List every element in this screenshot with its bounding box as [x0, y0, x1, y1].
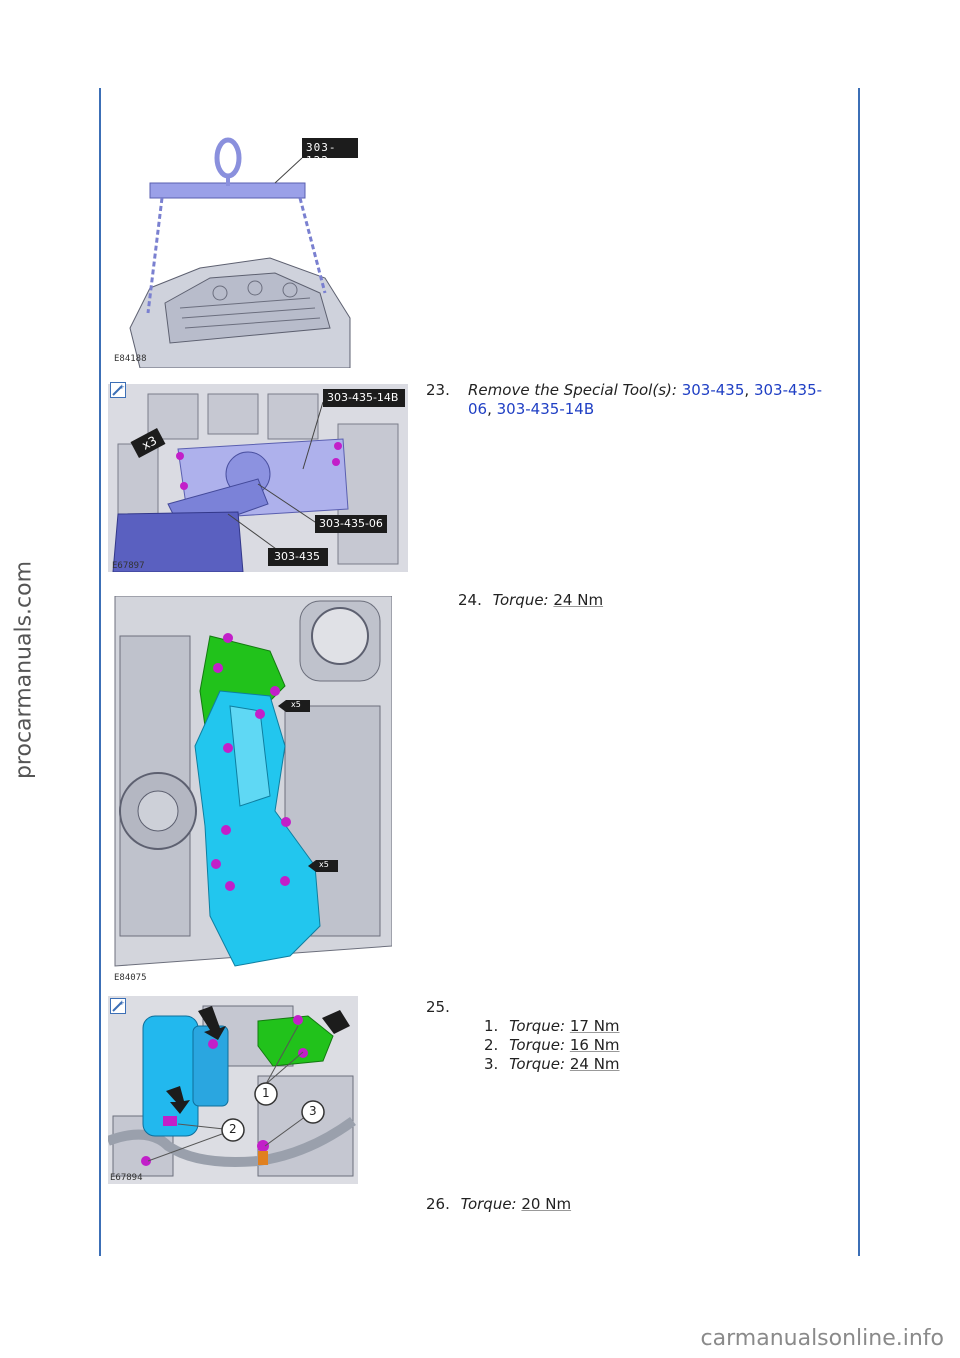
figure-id: E84188 [114, 354, 147, 364]
step-label: Remove the Special Tool(s): [468, 381, 677, 399]
step-number: 26. [426, 1195, 450, 1213]
right-margin-rule [858, 88, 860, 1256]
link-303-435[interactable]: 303-435 [681, 381, 745, 399]
callout-303-435-14b: 303-435-14B [327, 391, 399, 404]
svg-text:+: + [119, 383, 125, 391]
figure-oil-filter-housing [108, 996, 358, 1184]
step-25-sub-1 [484, 1017, 620, 1036]
svg-text:+: + [119, 999, 125, 1007]
torque-value: 20 Nm [521, 1195, 572, 1213]
footer-watermark: carmanualsonline.info [700, 1326, 944, 1351]
side-watermark-text: procarmanuals.com [11, 560, 37, 780]
link-303-435-14b[interactable]: 303-435-14B [496, 400, 595, 418]
link-303-435-06-part1[interactable]: 303-435- [753, 381, 823, 399]
zoom-icon[interactable] [110, 382, 126, 398]
sub-number: 2. [484, 1036, 499, 1054]
callout-303-435: 303-435 [274, 550, 320, 563]
torque-value: 16 Nm [569, 1036, 620, 1054]
callout-303-122: 303-122 [306, 141, 337, 167]
step-number: 23. [426, 381, 450, 399]
sub-label: Torque: [509, 1036, 566, 1054]
step-24 [458, 591, 603, 610]
figure-special-tool [108, 384, 408, 572]
torque-value: 24 Nm [553, 591, 604, 609]
figure-front-cover [110, 596, 392, 986]
step-25 [426, 998, 450, 1017]
step-23-text: Remove the Special Tool(s): 303-435, 303-435- 06, 303-435-14B [468, 381, 823, 418]
figure-id: E67897 [112, 561, 145, 571]
sub-number: 3. [484, 1055, 499, 1073]
sub-number: 1. [484, 1017, 499, 1035]
link-303-435-06-part2[interactable]: 06 [468, 400, 488, 418]
callout-x5-upper: x5 [291, 700, 301, 709]
figure-id: E84075 [114, 973, 147, 983]
step-23 [426, 381, 450, 400]
callout-303-435-06: 303-435-06 [319, 517, 383, 530]
step-label: Torque: [492, 591, 549, 609]
zoom-icon[interactable] [110, 998, 126, 1014]
torque-value: 17 Nm [569, 1017, 620, 1035]
callout-2: 2 [229, 1122, 237, 1136]
step-number: 25. [426, 998, 450, 1016]
callout-3: 3 [309, 1104, 317, 1118]
callout-x5-lower: x5 [319, 860, 329, 869]
figure-lifting-bracket [110, 128, 360, 368]
sub-label: Torque: [509, 1017, 566, 1035]
torque-value: 24 Nm [569, 1055, 620, 1073]
step-25-sub-3 [484, 1055, 620, 1074]
step-26 [426, 1195, 571, 1214]
left-margin-rule [99, 88, 101, 1256]
step-number: 24. [458, 591, 482, 609]
side-watermark [6, 560, 42, 780]
figure-id: E67894 [110, 1173, 143, 1183]
step-label: Torque: [460, 1195, 517, 1213]
callout-x3: x3 [139, 433, 160, 453]
callout-1: 1 [262, 1086, 270, 1100]
step-25-sub-2 [484, 1036, 620, 1055]
sub-label: Torque: [509, 1055, 566, 1073]
